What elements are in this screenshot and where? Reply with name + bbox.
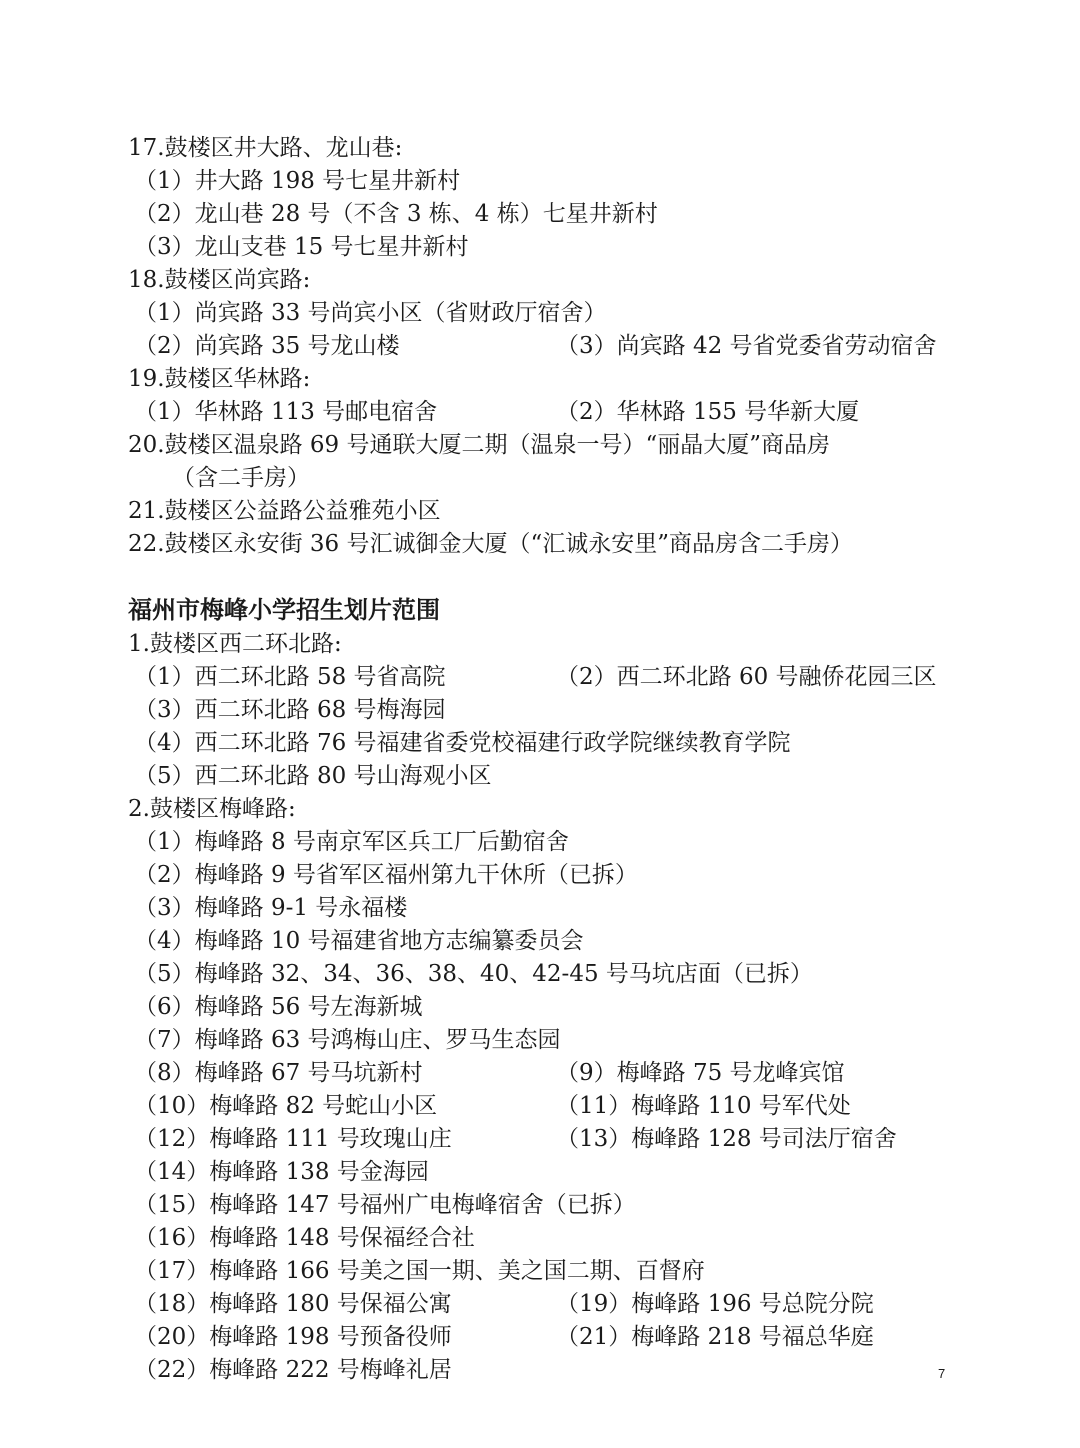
- list-item: （1）梅峰路 8 号南京军区兵工厂后勤宿舍: [134, 829, 569, 855]
- list-item: （21）梅峰路 218 号福总华庭: [556, 1324, 874, 1350]
- list-item: （12）梅峰路 111 号玫瑰山庄: [134, 1126, 452, 1152]
- item-17-title: 17.鼓楼区井大路、龙山巷:: [128, 135, 403, 161]
- list-item: （13）梅峰路 128 号司法厅宿舍: [556, 1126, 897, 1152]
- list-item: （15）梅峰路 147 号福州广电梅峰宿舍（已拆）: [134, 1192, 636, 1218]
- item-18-title: 18.鼓楼区尚宾路:: [128, 267, 311, 293]
- list-item: （19）梅峰路 196 号总院分院: [556, 1291, 874, 1317]
- list-item: （2）龙山巷 28 号（不含 3 栋、4 栋）七星井新村: [134, 201, 658, 227]
- item-22-title: 22.鼓楼区永安街 36 号汇诚御金大厦（“汇诚永安里”商品房含二手房）: [128, 531, 853, 557]
- list-item: （1）华林路 113 号邮电宿舍: [134, 399, 438, 425]
- list-item: （2）西二环北路 60 号融侨花园三区: [556, 664, 937, 690]
- list-item: （9）梅峰路 75 号龙峰宾馆: [556, 1060, 845, 1086]
- page-number: 7: [938, 1366, 946, 1381]
- list-item: （3）西二环北路 68 号梅海园: [134, 697, 446, 723]
- list-row: [134, 1057, 994, 1090]
- list-item: （17）梅峰路 166 号美之国一期、美之国二期、百督府: [134, 1258, 705, 1284]
- list-item: （4）梅峰路 10 号福建省地方志编纂委员会: [134, 928, 584, 954]
- list-item: （11）梅峰路 110 号军代处: [556, 1093, 851, 1119]
- list-row: [134, 1288, 994, 1321]
- list-item: （2）尚宾路 35 号龙山楼: [134, 333, 400, 359]
- list-row: [134, 1090, 994, 1123]
- item-19-title: 19.鼓楼区华林路:: [128, 366, 311, 392]
- list-item: （3）龙山支巷 15 号七星井新村: [134, 234, 469, 260]
- list-item: （20）梅峰路 198 号预备役师: [134, 1324, 452, 1350]
- list-item: （2）华林路 155 号华新大厦: [556, 399, 860, 425]
- list-row: [134, 1321, 994, 1354]
- item-2-title: 2.鼓楼区梅峰路:: [128, 796, 296, 822]
- list-item: （3）尚宾路 42 号省党委省劳动宿舍: [556, 333, 937, 359]
- list-row: [134, 661, 994, 694]
- list-item: （3）梅峰路 9-1 号永福楼: [134, 895, 408, 921]
- list-item: （14）梅峰路 138 号金海园: [134, 1159, 429, 1185]
- list-item: （2）梅峰路 9 号省军区福州第九干休所（已拆）: [134, 862, 638, 888]
- list-row: [134, 396, 994, 429]
- list-item: （16）梅峰路 148 号保福经合社: [134, 1225, 475, 1251]
- item-1-title: 1.鼓楼区西二环北路:: [128, 631, 342, 657]
- list-row: [134, 1123, 994, 1156]
- list-item: （5）梅峰路 32、34、36、38、40、42-45 号马坑店面（已拆）: [134, 961, 813, 987]
- list-item: （1）井大路 198 号七星井新村: [134, 168, 461, 194]
- item-21-title: 21.鼓楼区公益路公益雅苑小区: [128, 498, 441, 524]
- list-row: [134, 330, 994, 363]
- item-20-continuation: （含二手房）: [172, 465, 310, 491]
- list-item: （1）尚宾路 33 号尚宾小区（省财政厅宿舍）: [134, 300, 607, 326]
- item-20-title: 20.鼓楼区温泉路 69 号通联大厦二期（温泉一号）“丽晶大厦”商品房: [128, 432, 830, 458]
- list-item: （5）西二环北路 80 号山海观小区: [134, 763, 492, 789]
- list-item: （4）西二环北路 76 号福建省委党校福建行政学院继续教育学院: [134, 730, 791, 756]
- list-item: （18）梅峰路 180 号保福公寓: [134, 1291, 452, 1317]
- list-item: （8）梅峰路 67 号马坑新村: [134, 1060, 423, 1086]
- list-item: （6）梅峰路 56 号左海新城: [134, 994, 423, 1020]
- list-item: （7）梅峰路 63 号鸿梅山庄、罗马生态园: [134, 1027, 561, 1053]
- list-item: （1）西二环北路 58 号省高院: [134, 664, 446, 690]
- section-heading: 福州市梅峰小学招生划片范围: [128, 596, 440, 624]
- list-item: （10）梅峰路 82 号蛇山小区: [134, 1093, 438, 1119]
- list-item: （22）梅峰路 222 号梅峰礼居: [134, 1357, 452, 1383]
